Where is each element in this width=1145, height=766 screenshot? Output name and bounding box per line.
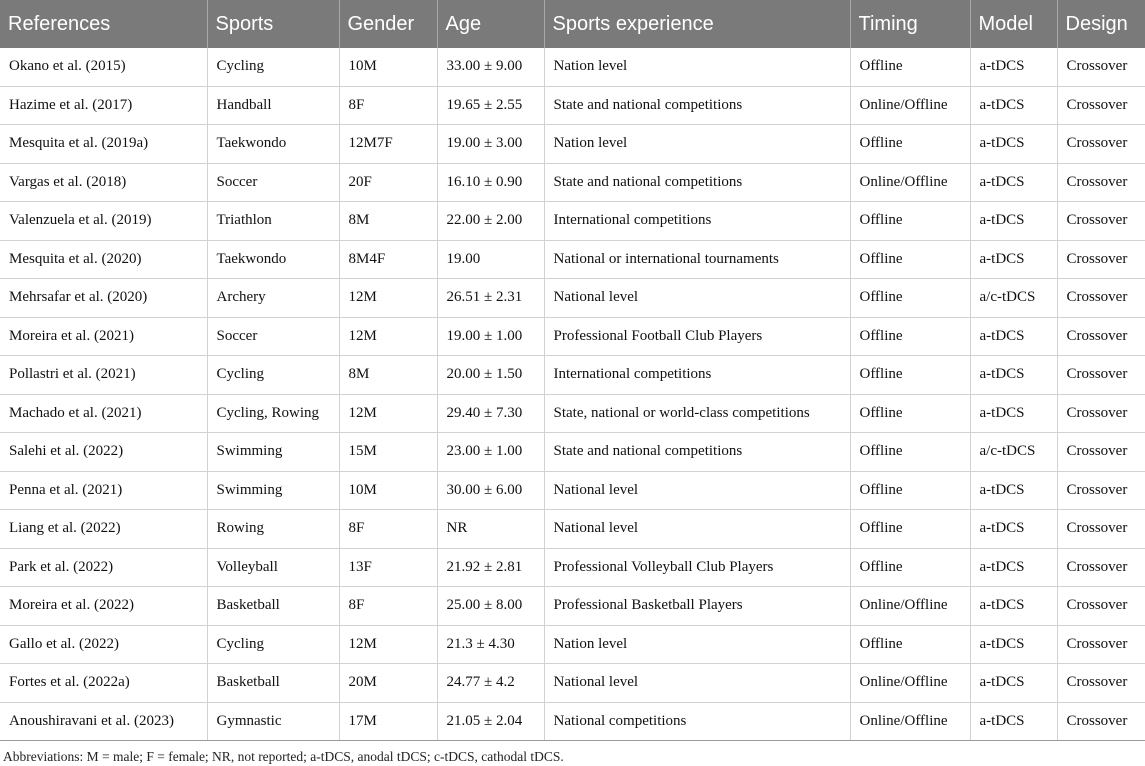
cell-sports-experience: Nation level [544,625,850,664]
table-header [0,0,1145,48]
cell-sports-experience: State and national competitions [544,433,850,472]
cell-model: a-tDCS [970,163,1057,202]
cell-reference: Moreira et al. (2022) [0,587,207,626]
cell-sport: Taekwondo [207,125,339,164]
cell-model: a-tDCS [970,356,1057,395]
table-footnote: Abbreviations: M = male; F = female; NR, not reported; a-tDCS, anodal tDCS; c-tDCS, cathodal tDCS. [3,749,564,764]
cell-design: Crossover [1057,587,1145,626]
cell-timing: Offline [850,356,970,395]
table-row [0,163,1145,202]
cell-gender: 15M [339,433,437,472]
cell-sport: Triathlon [207,202,339,241]
cell-timing: Online/Offline [850,86,970,125]
cell-timing: Offline [850,471,970,510]
cell-reference: Mesquita et al. (2020) [0,240,207,279]
table-row [0,587,1145,626]
cell-design: Crossover [1057,394,1145,433]
cell-age: 25.00 ± 8.00 [437,587,544,626]
cell-design: Crossover [1057,625,1145,664]
cell-age: 30.00 ± 6.00 [437,471,544,510]
table-row [0,702,1145,741]
table-row [0,86,1145,125]
cell-model: a/c-tDCS [970,433,1057,472]
table-row [0,394,1145,433]
cell-gender: 20F [339,163,437,202]
cell-sports-experience: National level [544,664,850,703]
header-design: Design [1057,0,1145,48]
cell-model: a-tDCS [970,587,1057,626]
cell-model: a-tDCS [970,471,1057,510]
cell-sport: Cycling [207,625,339,664]
cell-timing: Offline [850,394,970,433]
cell-age: 22.00 ± 2.00 [437,202,544,241]
header-references: References [0,0,207,48]
cell-reference: Fortes et al. (2022a) [0,664,207,703]
cell-sport: Swimming [207,433,339,472]
cell-timing: Online/Offline [850,702,970,741]
cell-model: a-tDCS [970,317,1057,356]
cell-sport: Rowing [207,510,339,549]
cell-age: 19.65 ± 2.55 [437,86,544,125]
table-row [0,510,1145,549]
table-row [0,625,1145,664]
cell-sport: Cycling [207,48,339,86]
cell-age: 24.77 ± 4.2 [437,664,544,703]
cell-timing: Offline [850,48,970,86]
cell-timing: Offline [850,317,970,356]
cell-age: 19.00 [437,240,544,279]
cell-sports-experience: Nation level [544,125,850,164]
cell-age: 16.10 ± 0.90 [437,163,544,202]
cell-design: Crossover [1057,163,1145,202]
cell-reference: Valenzuela et al. (2019) [0,202,207,241]
cell-gender: 10M [339,471,437,510]
cell-reference: Anoushiravani et al. (2023) [0,702,207,741]
header-sports: Sports [207,0,339,48]
table-row [0,317,1145,356]
cell-model: a-tDCS [970,625,1057,664]
cell-sports-experience: Nation level [544,48,850,86]
cell-gender: 13F [339,548,437,587]
cell-gender: 8M [339,356,437,395]
cell-model: a-tDCS [970,86,1057,125]
cell-design: Crossover [1057,317,1145,356]
cell-design: Crossover [1057,548,1145,587]
cell-design: Crossover [1057,356,1145,395]
header-model: Model [970,0,1057,48]
cell-design: Crossover [1057,125,1145,164]
cell-sport: Soccer [207,317,339,356]
cell-sports-experience: Professional Football Club Players [544,317,850,356]
cell-sport: Basketball [207,664,339,703]
table-row [0,125,1145,164]
cell-reference: Gallo et al. (2022) [0,625,207,664]
table-row [0,664,1145,703]
cell-age: 20.00 ± 1.50 [437,356,544,395]
cell-gender: 12M [339,279,437,318]
cell-design: Crossover [1057,664,1145,703]
cell-design: Crossover [1057,48,1145,86]
cell-reference: Liang et al. (2022) [0,510,207,549]
table-row [0,356,1145,395]
cell-sport: Volleyball [207,548,339,587]
cell-reference: Vargas et al. (2018) [0,163,207,202]
cell-gender: 12M [339,394,437,433]
cell-sports-experience: Professional Volleyball Club Players [544,548,850,587]
header-sports-experience: Sports experience [544,0,850,48]
cell-sports-experience: Professional Basketball Players [544,587,850,626]
cell-sports-experience: State, national or world-class competitions [544,394,850,433]
cell-sports-experience: International competitions [544,356,850,395]
cell-gender: 8M [339,202,437,241]
cell-age: 21.05 ± 2.04 [437,702,544,741]
cell-gender: 12M7F [339,125,437,164]
cell-reference: Mesquita et al. (2019a) [0,125,207,164]
header-age: Age [437,0,544,48]
cell-timing: Offline [850,625,970,664]
cell-reference: Hazime et al. (2017) [0,86,207,125]
cell-reference: Okano et al. (2015) [0,48,207,86]
cell-reference: Moreira et al. (2021) [0,317,207,356]
cell-sport: Cycling, Rowing [207,394,339,433]
cell-sports-experience: National level [544,471,850,510]
cell-sport: Soccer [207,163,339,202]
table-row [0,202,1145,241]
cell-timing: Offline [850,279,970,318]
cell-model: a-tDCS [970,510,1057,549]
cell-sport: Taekwondo [207,240,339,279]
cell-age: NR [437,510,544,549]
cell-age: 26.51 ± 2.31 [437,279,544,318]
cell-age: 33.00 ± 9.00 [437,48,544,86]
cell-sports-experience: State and national competitions [544,86,850,125]
cell-design: Crossover [1057,510,1145,549]
table-row [0,240,1145,279]
cell-design: Crossover [1057,471,1145,510]
cell-gender: 8F [339,587,437,626]
cell-gender: 8M4F [339,240,437,279]
cell-timing: Offline [850,125,970,164]
cell-sport: Gymnastic [207,702,339,741]
cell-age: 19.00 ± 3.00 [437,125,544,164]
cell-age: 21.3 ± 4.30 [437,625,544,664]
cell-reference: Mehrsafar et al. (2020) [0,279,207,318]
cell-age: 23.00 ± 1.00 [437,433,544,472]
cell-sports-experience: National or international tournaments [544,240,850,279]
cell-gender: 12M [339,317,437,356]
table-row [0,433,1145,472]
cell-reference: Machado et al. (2021) [0,394,207,433]
cell-sports-experience: International competitions [544,202,850,241]
cell-timing: Online/Offline [850,587,970,626]
cell-gender: 12M [339,625,437,664]
cell-timing: Online/Offline [850,163,970,202]
cell-sports-experience: National level [544,279,850,318]
cell-model: a-tDCS [970,240,1057,279]
cell-sport: Swimming [207,471,339,510]
cell-gender: 8F [339,86,437,125]
cell-reference: Pollastri et al. (2021) [0,356,207,395]
cell-sports-experience: National competitions [544,702,850,741]
cell-model: a-tDCS [970,664,1057,703]
cell-sports-experience: State and national competitions [544,163,850,202]
cell-timing: Offline [850,548,970,587]
cell-sport: Cycling [207,356,339,395]
cell-reference: Penna et al. (2021) [0,471,207,510]
cell-sport: Basketball [207,587,339,626]
cell-model: a-tDCS [970,202,1057,241]
cell-timing: Offline [850,510,970,549]
cell-gender: 8F [339,510,437,549]
cell-timing: Offline [850,240,970,279]
table-row [0,279,1145,318]
cell-model: a-tDCS [970,702,1057,741]
cell-timing: Online/Offline [850,664,970,703]
cell-sports-experience: National level [544,510,850,549]
header-timing: Timing [850,0,970,48]
cell-timing: Offline [850,202,970,241]
cell-reference: Park et al. (2022) [0,548,207,587]
cell-design: Crossover [1057,86,1145,125]
header-row [0,0,1145,48]
cell-design: Crossover [1057,433,1145,472]
cell-model: a-tDCS [970,125,1057,164]
cell-gender: 20M [339,664,437,703]
cell-design: Crossover [1057,202,1145,241]
cell-age: 19.00 ± 1.00 [437,317,544,356]
cell-gender: 10M [339,48,437,86]
cell-design: Crossover [1057,240,1145,279]
cell-age: 21.92 ± 2.81 [437,548,544,587]
cell-model: a-tDCS [970,548,1057,587]
cell-sport: Handball [207,86,339,125]
cell-reference: Salehi et al. (2022) [0,433,207,472]
cell-timing: Offline [850,433,970,472]
cell-design: Crossover [1057,279,1145,318]
cell-model: a-tDCS [970,48,1057,86]
cell-sport: Archery [207,279,339,318]
cell-design: Crossover [1057,702,1145,741]
cell-gender: 17M [339,702,437,741]
cell-age: 29.40 ± 7.30 [437,394,544,433]
header-gender: Gender [339,0,437,48]
table-row [0,471,1145,510]
table-row [0,48,1145,86]
table-body [0,48,1145,741]
cell-model: a/c-tDCS [970,279,1057,318]
table-row [0,548,1145,587]
cell-model: a-tDCS [970,394,1057,433]
